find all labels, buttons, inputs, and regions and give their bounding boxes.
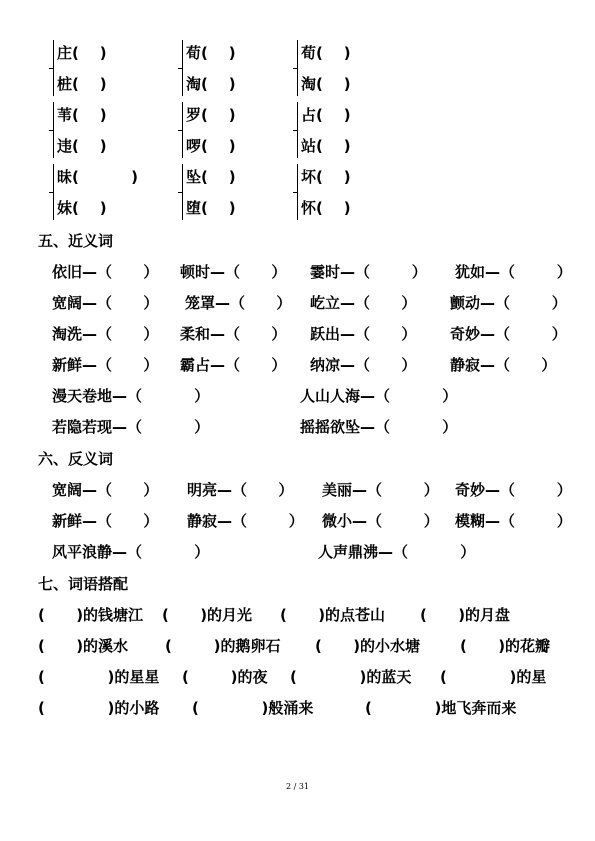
pair-item: 妹( ) <box>57 199 107 217</box>
collocation-item: ( )的小水塘 <box>315 637 421 655</box>
antonym-item: 人声鼎沸—（ ） <box>318 543 476 561</box>
collocation-item: ( )的蓝天 <box>290 668 412 686</box>
pair-item: 啰( ) <box>186 137 236 155</box>
collocation-title: 七、词语搭配 <box>38 575 129 593</box>
antonym-item: 新鲜—（ ） <box>52 512 159 530</box>
collocation-item: ( )的月光 <box>162 606 253 624</box>
synonym-item: 顿时—（ ） <box>180 263 287 281</box>
pair-item: 淘( ) <box>301 75 351 93</box>
pair-item: 庄( ) <box>57 44 107 62</box>
antonym-item: 微小—（ ） <box>322 512 439 530</box>
antonym-item: 宽阔—（ ） <box>52 481 159 499</box>
synonym-item: 摇摇欲坠—（ ） <box>300 418 458 436</box>
synonym-item: 柔和—（ ） <box>180 325 287 343</box>
collocation-item: ( )的夜 <box>182 668 268 686</box>
pair-item: 怀( ) <box>301 199 351 217</box>
collocation-item: ( )的鹅卵石 <box>165 637 281 655</box>
antonym-item: 风平浪静—（ ） <box>52 543 210 561</box>
pair-item: 站( ) <box>301 137 351 155</box>
synonyms-title: 五、近义词 <box>38 232 114 250</box>
antonym-item: 静寂—（ ） <box>187 512 304 530</box>
synonym-item: 奇妙—（ ） <box>450 325 567 343</box>
antonyms-title: 六、反义词 <box>38 450 114 468</box>
synonym-item: 漫天卷地—（ ） <box>52 387 210 405</box>
synonym-item: 人山人海—（ ） <box>300 387 458 405</box>
collocation-item: ( )的钱塘江 <box>38 606 144 624</box>
pair-item: 坏( ) <box>301 168 351 186</box>
collocation-item: ( )的星星 <box>38 668 160 686</box>
collocation-item: ( )的溪水 <box>38 637 129 655</box>
pair-item: 淘( ) <box>186 75 236 93</box>
page-number: 2 / 31 <box>285 782 310 791</box>
antonym-item: 明亮—（ ） <box>187 481 294 499</box>
synonym-item: 笼罩—（ ） <box>185 294 292 312</box>
synonym-item: 淘洗—（ ） <box>52 325 159 343</box>
pair-item: 违( ) <box>57 137 107 155</box>
collocation-item: ( )的小路 <box>38 699 160 717</box>
collocation-item: ( )的点苍山 <box>280 606 386 624</box>
synonym-item: 新鲜—（ ） <box>52 356 159 374</box>
collocation-item: ( )的月盘 <box>420 606 511 624</box>
synonym-item: 霎时—（ ） <box>310 263 427 281</box>
collocation-item: ( )地飞奔而来 <box>365 699 517 717</box>
pair-item: 占( ) <box>301 106 351 124</box>
pair-item: 坠( ) <box>186 168 236 186</box>
synonym-item: 静寂—（ ） <box>450 356 557 374</box>
synonym-item: 宽阔—（ ） <box>52 294 159 312</box>
antonym-item: 美丽—（ ） <box>322 481 439 499</box>
synonym-item: 屹立—（ ） <box>310 294 417 312</box>
collocation-item: ( )般涌来 <box>192 699 314 717</box>
synonym-item: 依旧—（ ） <box>52 263 159 281</box>
pair-item: 荀( ) <box>301 44 351 62</box>
pair-item: 昧( ) <box>57 168 138 186</box>
synonym-item: 若隐若现—（ ） <box>52 418 210 436</box>
synonym-item: 纳凉—（ ） <box>310 356 417 374</box>
pair-item: 堕( ) <box>186 199 236 217</box>
pair-item: 苇( ) <box>57 106 107 124</box>
antonym-item: 奇妙—（ ） <box>455 481 572 499</box>
pair-item: 桩( ) <box>57 75 107 93</box>
synonym-item: 犹如—（ ） <box>455 263 572 281</box>
synonym-item: 跃出—（ ） <box>310 325 417 343</box>
collocation-item: ( )的星 <box>440 668 547 686</box>
synonym-item: 霸占—（ ） <box>180 356 287 374</box>
pair-item: 荀( ) <box>186 44 236 62</box>
collocation-item: ( )的花瓣 <box>460 637 551 655</box>
synonym-item: 颤动—（ ） <box>450 294 567 312</box>
antonym-item: 模糊—（ ） <box>455 512 572 530</box>
pair-item: 罗( ) <box>186 106 236 124</box>
